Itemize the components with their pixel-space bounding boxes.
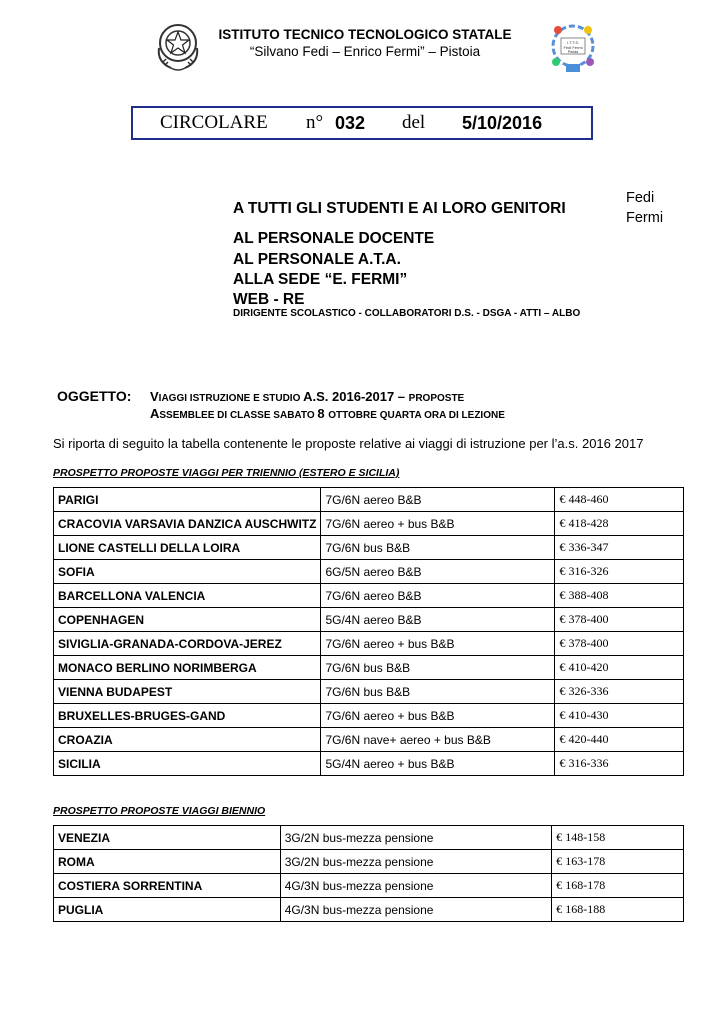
oggetto-l2-part3: 8 [317, 406, 329, 421]
circolare-label: CIRCOLARE [160, 112, 268, 133]
destination-cell: BARCELLONA VALENCIA [54, 584, 321, 608]
table-row [54, 826, 684, 850]
table-row [54, 680, 684, 704]
destination-cell: SICILIA [54, 752, 321, 776]
logo-text-2: Fedi Fermi [563, 45, 583, 50]
destination-cell: ROMA [54, 850, 281, 874]
details-cell: 7G/6N aereo B&B [321, 584, 555, 608]
table-row [54, 728, 684, 752]
table-row [54, 874, 684, 898]
details-cell: 7G/6N bus B&B [321, 656, 555, 680]
destination-cell: VENEZIA [54, 826, 281, 850]
price-cell: € 378-400 [555, 632, 684, 656]
details-cell: 7G/6N bus B&B [321, 536, 555, 560]
institute-subtitle: “Silvano Fedi – Enrico Fermi” – Pistoia [249, 44, 481, 59]
side-note-line-1: Fedi [626, 190, 655, 206]
triennio-rows [54, 488, 684, 776]
destination-cell: SIVIGLIA-GRANADA-CORDOVA-JEREZ [54, 632, 321, 656]
price-cell: € 448-460 [555, 488, 684, 512]
details-cell: 7G/6N aereo + bus B&B [321, 704, 555, 728]
oggetto-line-1 [150, 389, 464, 404]
details-cell: 4G/3N bus-mezza pensione [280, 874, 552, 898]
table-row [54, 656, 684, 680]
price-cell: € 418-428 [555, 512, 684, 536]
price-cell: € 388-408 [555, 584, 684, 608]
details-cell: 3G/2N bus-mezza pensione [280, 826, 552, 850]
logo-text-1: I.T.T.S. [566, 40, 580, 45]
destination-cell: MONACO BERLINO NORIMBERGA [54, 656, 321, 680]
oggetto-l1-part2: IAGGI ISTRUZIONE E STUDIO [158, 393, 304, 404]
biennio-table [53, 825, 684, 922]
destination-cell: SOFIA [54, 560, 321, 584]
oggetto-label: OGGETTO: [57, 388, 132, 404]
triennio-table [53, 487, 684, 776]
price-cell: € 316-326 [555, 560, 684, 584]
intro-text: Si riporta di seguito la tabella contenente le proposte relative ai viaggi di istruzione per l’a.s. 2016 2017 [53, 436, 644, 451]
table-row [54, 704, 684, 728]
details-cell: 4G/3N bus-mezza pensione [280, 898, 552, 922]
biennio-title: PROSPETTO PROPOSTE VIAGGI BIENNIO [53, 805, 266, 817]
price-cell: € 336-347 [555, 536, 684, 560]
destination-cell: PARIGI [54, 488, 321, 512]
table-row [54, 584, 684, 608]
details-cell: 7G/6N bus B&B [321, 680, 555, 704]
price-cell: € 378-400 [555, 608, 684, 632]
triennio-title: PROSPETTO PROPOSTE VIAGGI PER TRIENNIO (ESTERO E SICILIA) [53, 467, 400, 479]
circolare-number: 032 [335, 113, 366, 133]
price-cell: € 168-188 [552, 898, 684, 922]
price-cell: € 326-336 [555, 680, 684, 704]
details-cell: 5G/4N aereo B&B [321, 608, 555, 632]
oggetto-l1-part1: V [150, 389, 159, 404]
table-row [54, 608, 684, 632]
oggetto-l2-part2: SSEMBLEE DI CLASSE SABATO [159, 410, 318, 421]
side-note-line-2: Fermi [626, 210, 664, 226]
oggetto-line-2 [150, 406, 505, 421]
table-row [54, 850, 684, 874]
logo-text-3: Pistoia [567, 50, 579, 54]
recipient-line-1: A TUTTI GLI STUDENTI E AI LORO GENITORI [233, 200, 566, 217]
details-cell: 7G/6N nave+ aereo + bus B&B [321, 728, 555, 752]
table-row [54, 898, 684, 922]
price-cell: € 316-336 [555, 752, 684, 776]
details-cell: 7G/6N aereo + bus B&B [321, 632, 555, 656]
oggetto-l1-part3: A.S. 2016-2017 – [303, 389, 409, 404]
destination-cell: VIENNA BUDAPEST [54, 680, 321, 704]
circolare-number-label: n° [306, 112, 324, 133]
table-row [54, 560, 684, 584]
destination-cell: BRUXELLES-BRUGES-GAND [54, 704, 321, 728]
table-row [54, 632, 684, 656]
school-logo-icon [548, 20, 598, 76]
destination-cell: COSTIERA SORRENTINA [54, 874, 281, 898]
destination-cell: COPENHAGEN [54, 608, 321, 632]
destination-cell: CRACOVIA VARSAVIA DANZICA AUSCHWITZ [54, 512, 321, 536]
details-cell: 3G/2N bus-mezza pensione [280, 850, 552, 874]
details-cell: 7G/6N aereo B&B [321, 488, 555, 512]
price-cell: € 410-420 [555, 656, 684, 680]
recipient-line-6: DIRIGENTE SCOLASTICO - COLLABORATORI D.S. - DSGA - ATTI – ALBO [233, 308, 581, 319]
institute-name: ISTITUTO TECNICO TECNOLOGICO STATALE [218, 27, 512, 42]
recipient-line-3: AL PERSONALE A.T.A. [233, 251, 401, 268]
destination-cell: LIONE CASTELLI DELLA LOIRA [54, 536, 321, 560]
italian-republic-emblem-icon [153, 18, 203, 74]
price-cell: € 163-178 [552, 850, 684, 874]
destination-cell: CROAZIA [54, 728, 321, 752]
destination-cell: PUGLIA [54, 898, 281, 922]
oggetto-l1-part4: PROPOSTE [408, 393, 465, 404]
table-row [54, 512, 684, 536]
details-cell: 7G/6N aereo + bus B&B [321, 512, 555, 536]
side-note [626, 188, 663, 228]
recipient-line-4: ALLA SEDE “E. FERMI” [233, 271, 408, 288]
oggetto-l2-part1: A [150, 406, 160, 421]
table-row [54, 488, 684, 512]
details-cell: 6G/5N aereo B&B [321, 560, 555, 584]
table-row [54, 536, 684, 560]
oggetto-l2-part4: OTTOBRE QUARTA ORA DI LEZIONE [328, 410, 505, 421]
recipient-line-5: WEB - RE [233, 291, 305, 308]
price-cell: € 168-178 [552, 874, 684, 898]
price-cell: € 420-440 [555, 728, 684, 752]
details-cell: 5G/4N aereo + bus B&B [321, 752, 555, 776]
circolare-date: 5/10/2016 [462, 113, 543, 133]
price-cell: € 148-158 [552, 826, 684, 850]
price-cell: € 410-430 [555, 704, 684, 728]
circolare-del-label: del [402, 112, 426, 133]
recipient-line-2: AL PERSONALE DOCENTE [233, 230, 435, 247]
biennio-rows [54, 826, 684, 922]
table-row [54, 752, 684, 776]
